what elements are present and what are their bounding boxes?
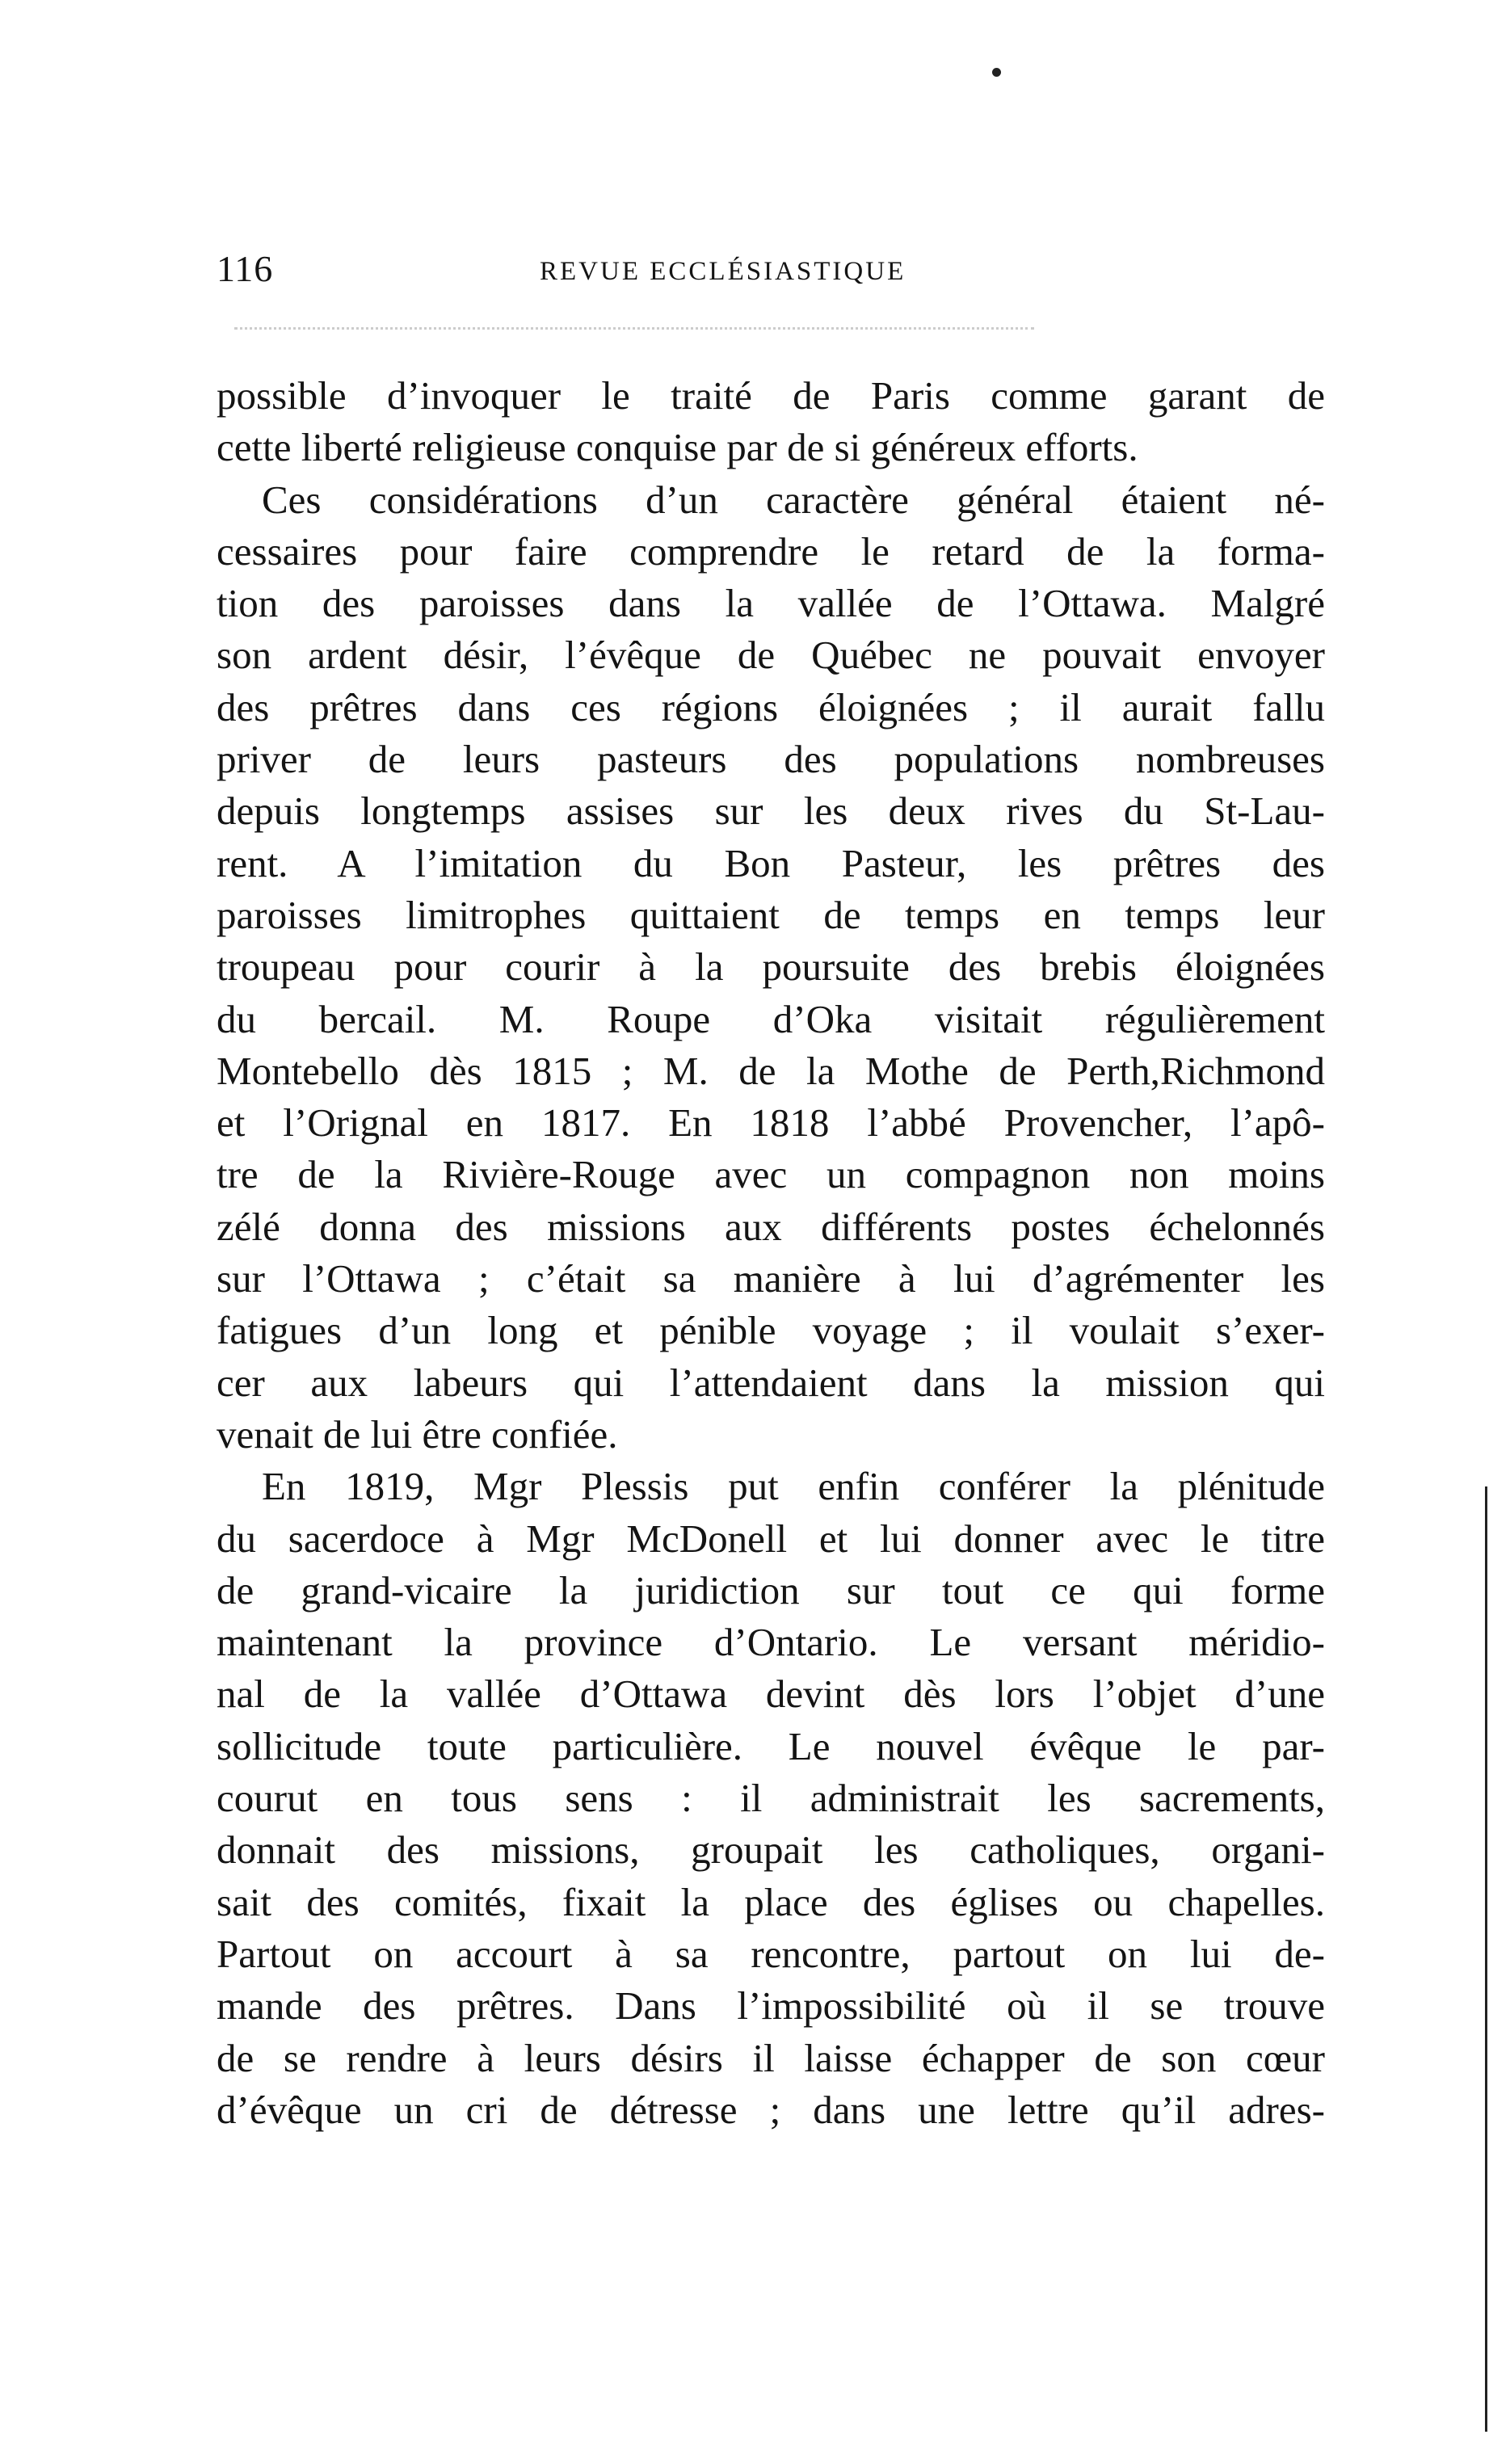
text-line: son ardent désir, l’évêque de Québec ne pouvait envoyer	[217, 633, 1325, 678]
text-line: Montebello dès 1815 ; M. de la Mothe de Perth,Richmond	[217, 1048, 1325, 1093]
text-line: venait de lui être confiée.	[217, 1411, 618, 1457]
text-line: de grand-vicaire la juridiction sur tout ce qui forme	[217, 1567, 1325, 1613]
running-head	[217, 246, 1348, 295]
text-line: du bercail. M. Roupe d’Oka visitait régulièrement	[217, 996, 1325, 1041]
text-line: cette liberté religieuse conquise par de si généreux efforts.	[217, 425, 1138, 470]
text-line: tion des paroisses dans la vallée de l’Ottawa. Malgré	[217, 581, 1325, 626]
text-line: depuis longtemps assises sur les deux rives du St-Lau-	[217, 788, 1325, 834]
text-line: priver de leurs pasteurs des populations nombreuses	[217, 737, 1325, 782]
text-line: sur l’Ottawa ; c’était sa manière à lui d’agrémenter les	[217, 1256, 1325, 1301]
text-line: cer aux labeurs qui l’attendaient dans la mission qui	[217, 1360, 1325, 1405]
text-line: nal de la vallée d’Ottawa devint dès lors l’objet d’une	[217, 1671, 1325, 1717]
body-text	[217, 370, 1325, 2136]
text-line: zélé donna des missions aux différents postes échelonnés	[217, 1204, 1325, 1249]
text-line: sait des comités, fixait la place des églises ou chapelles.	[217, 1879, 1325, 1924]
text-line: paroisses limitrophes quittaient de temps en temps leur	[217, 892, 1325, 937]
text-line: maintenant la province d’Ontario. Le versant méridio-	[217, 1620, 1325, 1665]
journal-title: REVUE ECCLÉSIASTIQUE	[540, 257, 906, 286]
text-line: cessaires pour faire comprendre le retard de la forma-	[217, 528, 1325, 574]
text-line: tre de la Rivière-Rouge avec un compagnon non moins	[217, 1152, 1325, 1197]
text-line: rent. A l’imitation du Bon Pasteur, les prêtres des	[217, 840, 1325, 885]
text-line: et l’Orignal en 1817. En 1818 l’abbé Provencher, l’apô-	[217, 1100, 1325, 1146]
text-line: Partout on accourt à sa rencontre, partout on lui de-	[217, 1931, 1325, 1976]
ink-speck	[992, 68, 1001, 77]
text-line: Ces considérations d’un caractère général étaient né-	[262, 477, 1325, 522]
text-line: troupeau pour courir à la poursuite des brebis éloignées	[217, 944, 1325, 990]
text-line: d’évêque un cri de détresse ; dans une lettre qu’il adres-	[217, 2087, 1325, 2132]
text-line: sollicitude toute particulière. Le nouvel évêque le par-	[217, 1723, 1325, 1768]
margin-rule	[1485, 1486, 1487, 2432]
text-line: fatigues d’un long et pénible voyage ; il voulait s’exer-	[217, 1308, 1325, 1353]
text-line: de se rendre à leurs désirs il laisse échapper de son cœur	[217, 2035, 1325, 2080]
text-line: En 1819, Mgr Plessis put enfin conférer la plénitude	[262, 1464, 1325, 1509]
text-line: donnait des missions, groupait les catholiques, organi-	[217, 1827, 1325, 1873]
text-line: mande des prêtres. Dans l’impossibilité où il se trouve	[217, 1983, 1325, 2029]
text-line: possible d’invoquer le traité de Paris comme garant de	[217, 373, 1325, 418]
text-line: du sacerdoce à Mgr McDonell et lui donner avec le titre	[217, 1516, 1325, 1561]
text-line: courut en tous sens : il administrait les sacrements,	[217, 1776, 1325, 1821]
header-rule	[234, 327, 1034, 333]
text-line: des prêtres dans ces régions éloignées ; il aurait fallu	[217, 684, 1325, 730]
page-number: 116	[217, 248, 274, 289]
